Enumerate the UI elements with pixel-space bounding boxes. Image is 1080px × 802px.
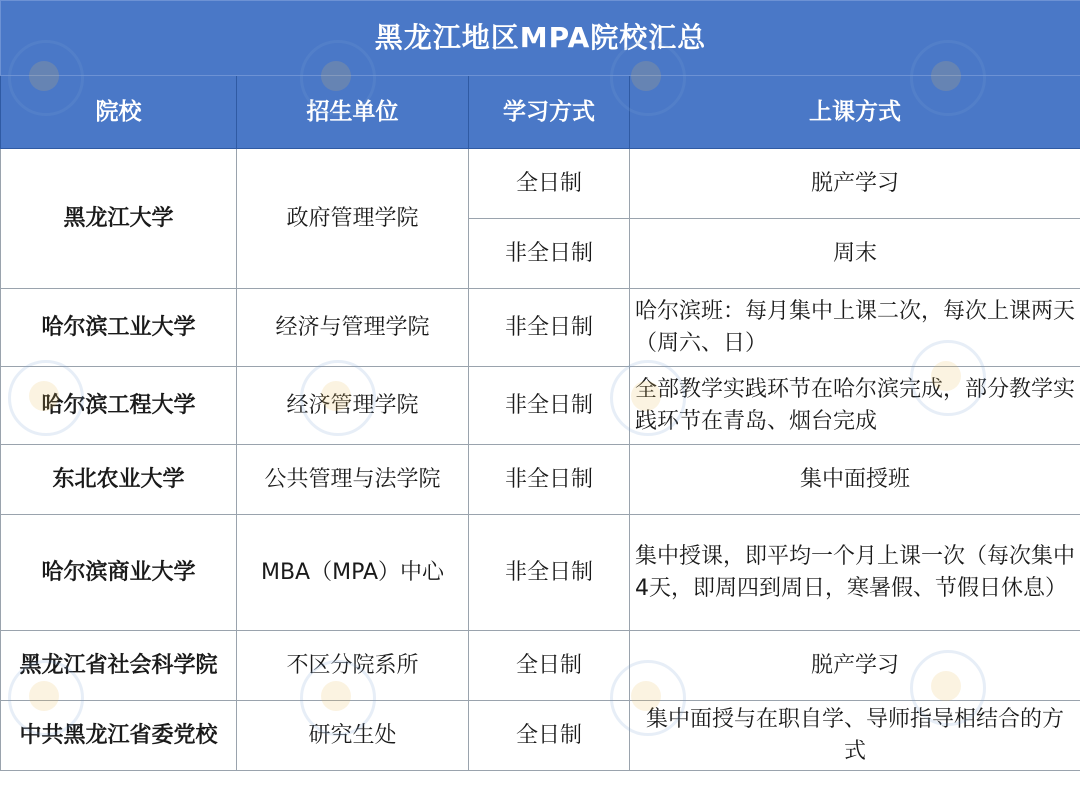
class-mode-cell: 周末 (630, 219, 1080, 289)
school-cell: 哈尔滨工程大学 (1, 367, 237, 445)
school-cell: 哈尔滨工业大学 (1, 289, 237, 367)
table-row (1, 631, 1080, 701)
table-row (1, 701, 1080, 771)
header-unit: 招生单位 (237, 76, 469, 149)
school-cell: 东北农业大学 (1, 445, 237, 515)
class-mode-cell: 脱产学习 (630, 631, 1080, 701)
unit-cell: 研究生处 (237, 701, 469, 771)
study-mode-cell: 全日制 (469, 701, 630, 771)
class-mode-cell: 脱产学习 (630, 149, 1080, 219)
study-mode-cell: 全日制 (469, 149, 630, 219)
class-mode-cell: 哈尔滨班：每月集中上课二次，每次上课两天（周六、日） (630, 289, 1080, 367)
school-cell: 哈尔滨商业大学 (1, 515, 237, 631)
header-study-mode: 学习方式 (469, 76, 630, 149)
header-class-mode: 上课方式 (630, 76, 1080, 149)
study-mode-cell: 非全日制 (469, 445, 630, 515)
table-row (1, 289, 1080, 367)
table-row (1, 149, 1080, 219)
unit-cell: 经济与管理学院 (237, 289, 469, 367)
unit-cell: 公共管理与法学院 (237, 445, 469, 515)
header-row (1, 76, 1080, 149)
study-mode-cell: 非全日制 (469, 289, 630, 367)
table-row (1, 445, 1080, 515)
study-mode-cell: 全日制 (469, 631, 630, 701)
header-school: 院校 (1, 76, 237, 149)
unit-cell: 不区分院系所 (237, 631, 469, 701)
school-cell: 黑龙江省社会科学院 (1, 631, 237, 701)
class-mode-cell: 全部教学实践环节在哈尔滨完成，部分教学实践环节在青岛、烟台完成 (630, 367, 1080, 445)
class-mode-cell: 集中授课，即平均一个月上课一次（每次集中4天，即周四到周日，寒暑假、节假日休息） (630, 515, 1080, 631)
study-mode-cell: 非全日制 (469, 367, 630, 445)
unit-cell: 经济管理学院 (237, 367, 469, 445)
unit-cell: MBA（MPA）中心 (237, 515, 469, 631)
table-row (1, 367, 1080, 445)
study-mode-cell: 非全日制 (469, 219, 630, 289)
class-mode-cell: 集中面授班 (630, 445, 1080, 515)
study-mode-cell: 非全日制 (469, 515, 630, 631)
table-title: 黑龙江地区MPA院校汇总 (1, 1, 1080, 76)
class-mode-cell: 集中面授与在职自学、导师指导相结合的方式 (630, 701, 1080, 771)
school-cell: 黑龙江大学 (1, 149, 237, 289)
title-row (1, 1, 1080, 76)
school-cell: 中共黑龙江省委党校 (1, 701, 237, 771)
table-row (1, 515, 1080, 631)
unit-cell: 政府管理学院 (237, 149, 469, 289)
